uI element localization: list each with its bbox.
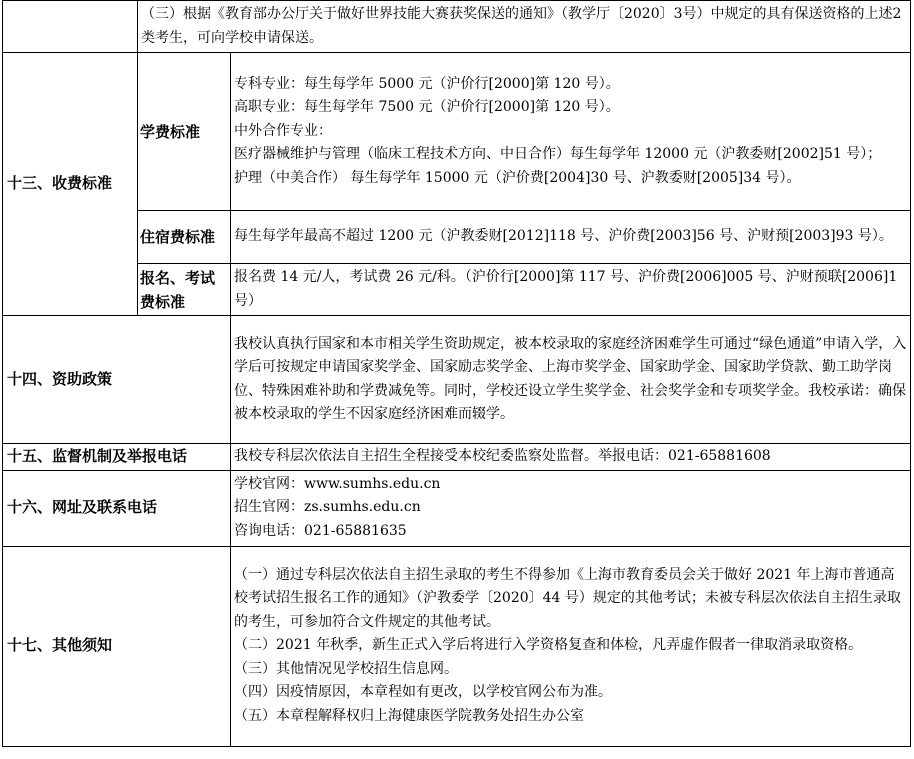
phone-number: 021-65881635 bbox=[304, 522, 407, 539]
tuition-line: 护理（中美合作） 每生每学年 15000 元（沪价费[2004]30 号、沪教委财[2005]34 号）。 bbox=[234, 169, 801, 186]
admission-site-line bbox=[234, 496, 907, 520]
section-contact-title: 十六、网址及联系电话 bbox=[3, 470, 231, 546]
row-notes bbox=[3, 546, 911, 746]
housing-text: 每生每学年最高不超过 1200 元（沪教委财[2012]118 号、沪价费[2003]56 号、沪财预[2003]93 号）。 bbox=[231, 211, 911, 264]
note-item: （五）本章程解释权归上海健康医学院教务处招生办公室 bbox=[234, 707, 584, 724]
tuition-line: 中外合作专业： bbox=[234, 122, 332, 139]
row-exam-fee bbox=[3, 264, 911, 316]
section-supervision-title: 十五、监督机制及举报电话 bbox=[3, 444, 231, 471]
row-contact bbox=[3, 470, 911, 546]
admission-charter-table bbox=[2, 0, 911, 747]
note-item: （三）其他情况见学校招生信息网。 bbox=[234, 660, 458, 677]
contact-details bbox=[231, 470, 911, 546]
row-housing bbox=[3, 211, 911, 264]
notes-list bbox=[231, 546, 911, 746]
note-item: （一）通过专科层次依法自主招生录取的考生不得参加《上海市教育委员会关于做好 2021 年上海市普通高校考试招生报名工作的通知》（沪教委学〔2020〕44 号）规定的其他考试；未被专科层次依法自主招生录取的考生，可参加符合文件规定的其他考试。 bbox=[234, 566, 901, 630]
section-fees-title: 十三、收费标准 bbox=[3, 53, 138, 316]
exam-fee-label: 报名、考试费标准 bbox=[138, 264, 231, 316]
school-site-line bbox=[234, 473, 907, 497]
admission-site-label: 招生官网： bbox=[234, 499, 304, 516]
tuition-label: 学费标准 bbox=[138, 53, 231, 211]
row-tuition bbox=[3, 53, 911, 211]
tuition-line: 医疗器械维护与管理（临床工程技术方向、中日合作）每生每学年 12000 元（沪教委财[2002]51 号）； bbox=[234, 146, 882, 163]
exam-fee-text: 报名费 14 元/人，考试费 26 元/科。（沪价行[2000]第 117 号、沪价费[2006]005 号、沪财预联[2006]1 号） bbox=[231, 264, 911, 316]
tuition-line: 专科专业：每生每学年 5000 元（沪价行[2000]第 120 号）。 bbox=[234, 75, 620, 92]
row-recommendation bbox=[3, 1, 911, 53]
empty-section-cell bbox=[3, 1, 138, 53]
phone-label: 咨询电话： bbox=[234, 522, 304, 539]
tuition-details bbox=[231, 53, 911, 211]
tuition-line: 高职专业：每生每学年 7500 元（沪价行[2000]第 120 号）。 bbox=[234, 99, 620, 116]
recommendation-text bbox=[138, 1, 911, 53]
section-notes-title: 十七、其他须知 bbox=[3, 546, 231, 746]
section-aid-title: 十四、资助政策 bbox=[3, 316, 231, 444]
row-supervision bbox=[3, 444, 911, 471]
note-item: （四）因疫情原因，本章程如有更改，以学校官网公布为准。 bbox=[234, 684, 612, 701]
supervision-text: 我校专科层次依法自主招生全程接受本校纪委监察处监督。举报电话：021-65881608 bbox=[231, 444, 911, 471]
note-item: （二）2021 年秋季，新生正式入学后将进行入学资格复查和体检，凡弄虚作假者一律取消录取资格。 bbox=[234, 637, 863, 654]
admission-site-link[interactable]: zs.sumhs.edu.cn bbox=[304, 499, 421, 516]
housing-label: 住宿费标准 bbox=[138, 211, 231, 264]
row-aid bbox=[3, 316, 911, 444]
phone-line bbox=[234, 520, 907, 544]
recommendation-line: （三）根据《教育部办公厅关于做好世界技能大赛获奖保送的通知》（教学厅〔2020〕3号）中规定的具有保送资格的上述2类考生，可向学校申请保送。 bbox=[141, 6, 902, 46]
school-site-link[interactable]: www.sumhs.edu.cn bbox=[304, 475, 441, 492]
aid-text: 我校认真执行国家和本市相关学生资助规定，被本校录取的家庭经济困难学生可通过“绿色通道”申请入学，入学后可按规定申请国家奖学金、国家励志奖学金、上海市奖学金、国家助学金、国家助学贷款、勤工助学岗位、特殊困难补助和学费减免等。同时，学校还设立学生奖学金、社会奖学金和专项奖学金。我校承诺：确保被本校录取的学生不因家庭经济困难而辍学。 bbox=[231, 316, 911, 444]
school-site-label: 学校官网： bbox=[234, 475, 304, 492]
